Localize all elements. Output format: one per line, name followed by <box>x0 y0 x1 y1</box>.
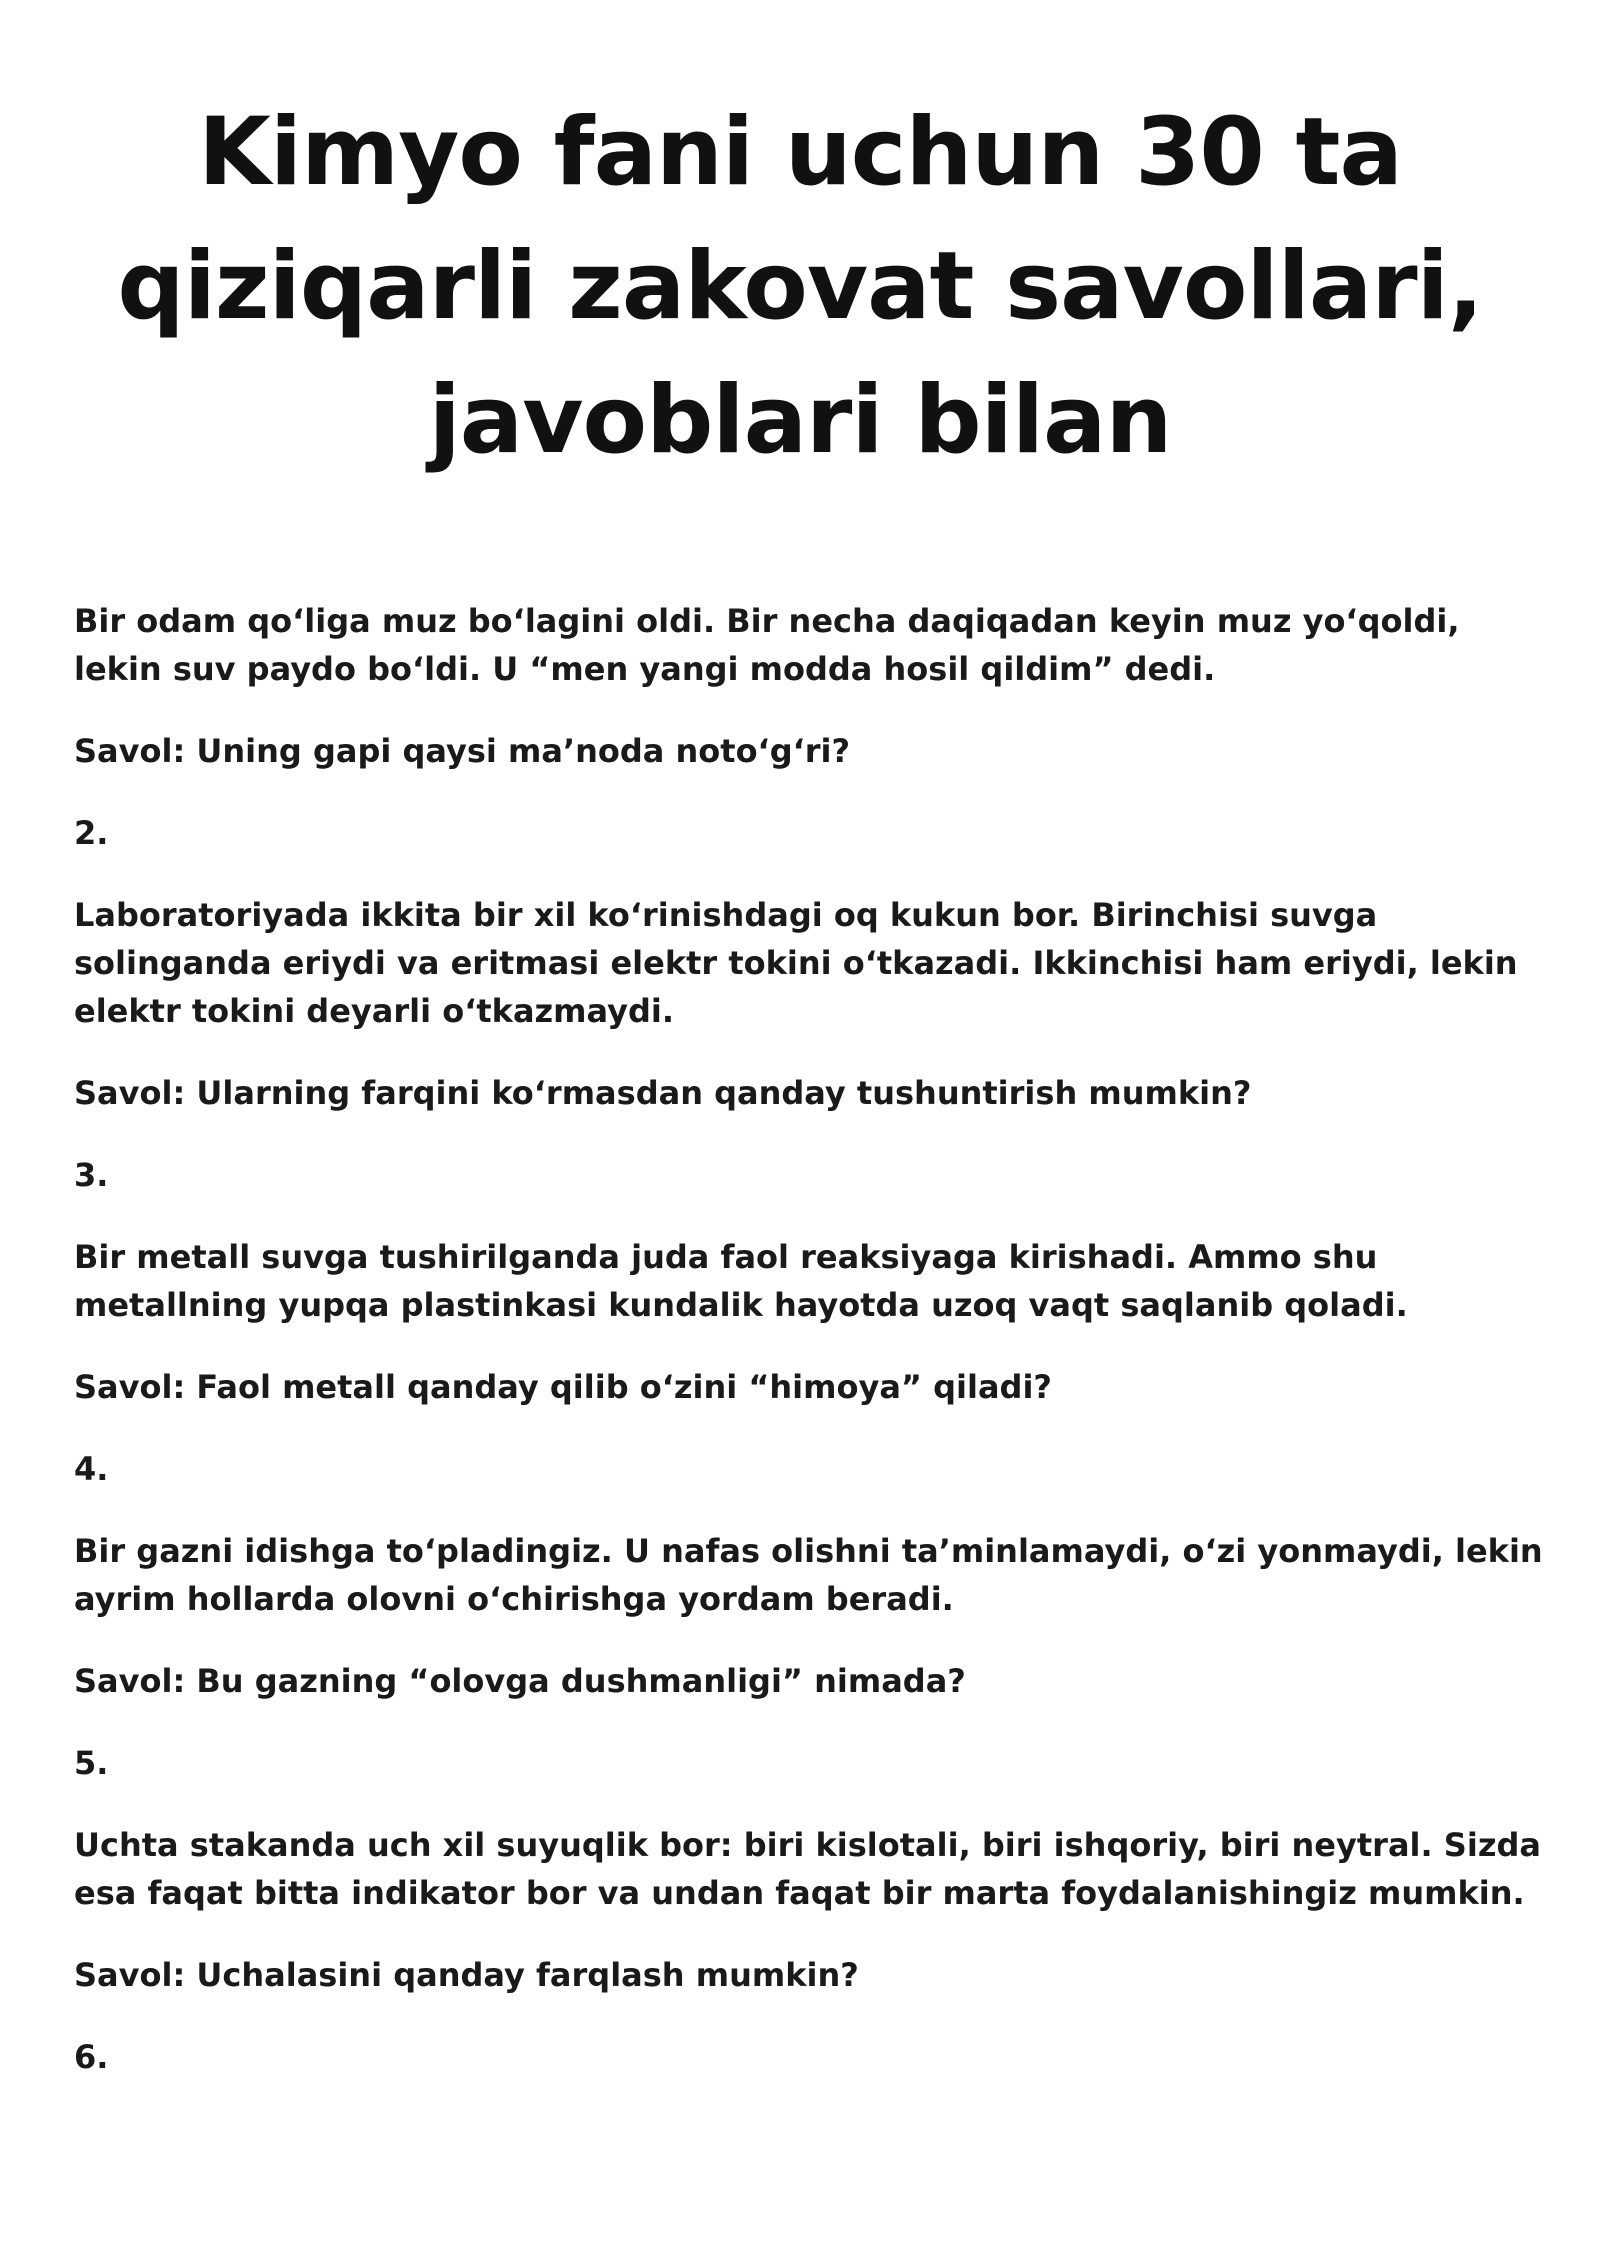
item-5-text: Uchta stakanda uch xil suyuqlik bor: biri kislotali, biri ishqoriy, biri neytral. Sizda esa faqat bitta indikator bor va undan faqat bir marta foydalanishingiz mumkin. <box>74 1826 1541 1912</box>
item-number-5: 5. <box>74 1744 109 1782</box>
item-4-question: Savol: Bu gazning “olovga dushmanligi” nimada? <box>74 1662 966 1700</box>
item-4-text: Bir gazni idishga to‘pladingiz. U nafas olishni ta’minlamaydi, o‘zi yonmaydi, lekin ayrim hollarda olovni o‘chirishga yordam beradi. <box>74 1532 1543 1618</box>
title-line-1: Kimyo fani uchun 30 ta <box>198 98 1402 207</box>
item-1-question: Savol: Uning gapi qaysi ma’noda noto‘g‘ri? <box>74 732 851 770</box>
page-title <box>100 86 1500 488</box>
item-3-text: Bir metall suvga tushirilganda juda faol reaksiyaga kirishadi. Ammo shu metallning yupqa plastinkasi kundalik hayotda uzoq vaqt saqlanib qoladi. <box>74 1238 1408 1324</box>
item-number-4: 4. <box>74 1450 109 1488</box>
title-line-2: qiziqarli zakovat savollari, <box>117 232 1483 341</box>
item-3-question: Savol: Faol metall qanday qilib o‘zini “himoya” qiladi? <box>74 1368 1052 1406</box>
quiz-content <box>74 597 1544 2115</box>
item-number-6: 6. <box>74 2038 109 2076</box>
item-2-question: Savol: Ularning farqini ko‘rmasdan qanday tushuntirish mumkin? <box>74 1074 1252 1112</box>
item-1-text: Bir odam qo‘liga muz bo‘lagini oldi. Bir necha daqiqadan keyin muz yo‘qoldi, lekin suv paydo bo‘ldi. U “men yangi modda hosil qildim” dedi. <box>74 602 1460 688</box>
item-number-2: 2. <box>74 814 109 852</box>
item-5-question: Savol: Uchalasini qanday farqlash mumkin? <box>74 1956 859 1994</box>
item-2-text: Laboratoriyada ikkita bir xil ko‘rinishdagi oq kukun bor. Birinchisi suvga solinganda eriydi va eritmasi elektr tokini o‘tkazadi. Ikkinchisi ham eriydi, lekin elektr tokini deyarli o‘tkazmaydi. <box>74 896 1518 1030</box>
title-line-3: javoblari bilan <box>428 366 1172 475</box>
item-number-3: 3. <box>74 1156 109 1194</box>
